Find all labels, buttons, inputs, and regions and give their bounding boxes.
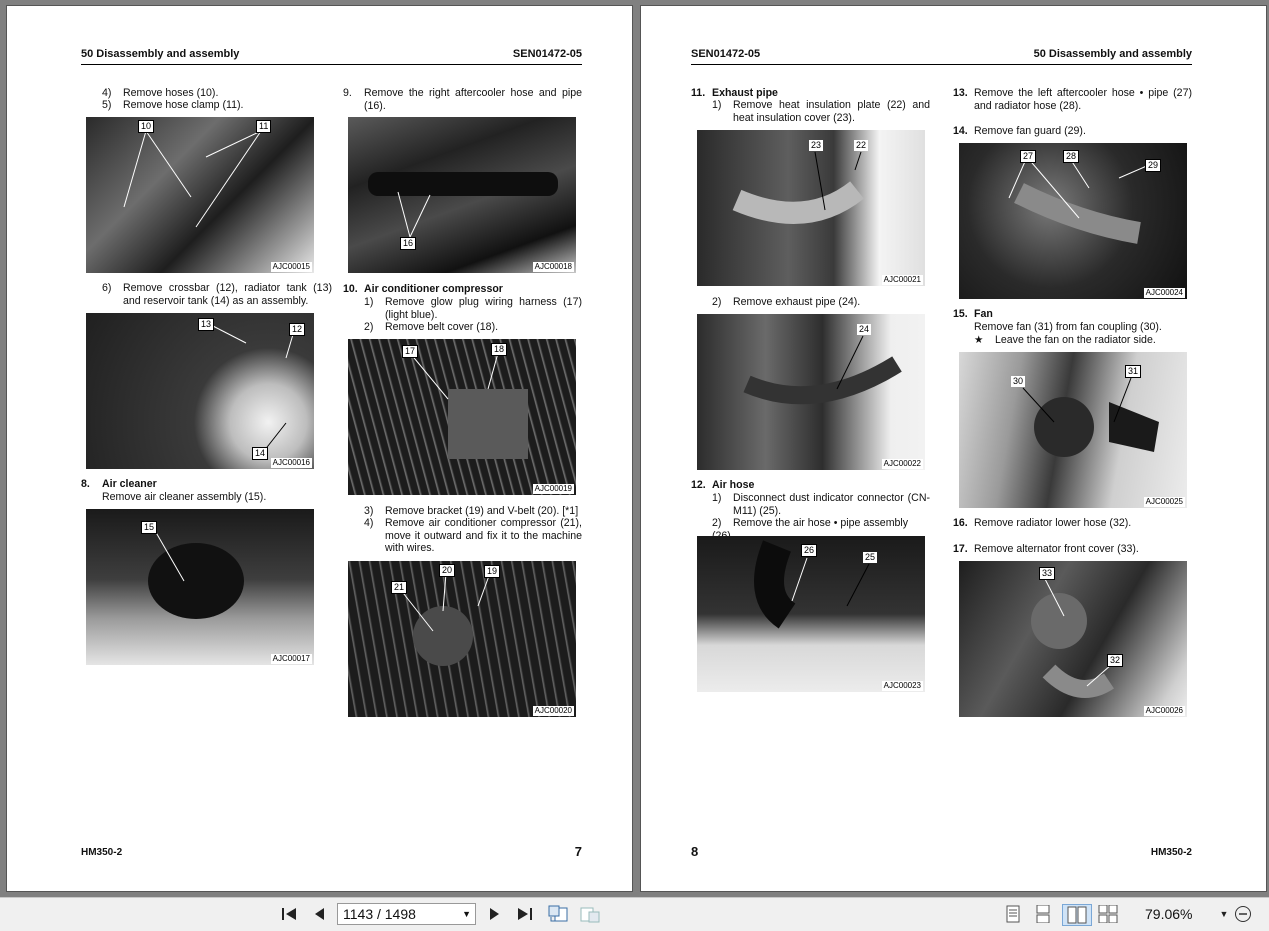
photo-ajc00026 [959, 561, 1187, 717]
step-12-2: 2) Remove the air hose • pipe assembly [712, 517, 909, 529]
step-6: 6) Remove crossbar (12), radiator tank (13) and reservoir tank (14) as an assembly. [102, 282, 332, 307]
step-16: 16. Remove radiator lower hose (32). [953, 517, 1132, 529]
footer-model: HM350-2 [1150, 847, 1192, 858]
last-page-icon[interactable] [513, 904, 537, 924]
step-4: 4) Remove hoses (10). [102, 87, 219, 99]
callout: 26 [801, 544, 817, 557]
page-header-code: SEN01472-05 [512, 48, 582, 60]
photo-code: AJC00017 [272, 654, 310, 663]
continuous-icon[interactable] [1032, 904, 1054, 924]
step-14: 14. Remove fan guard (29). [953, 125, 1086, 137]
photo-code: AJC00022 [883, 459, 921, 468]
callout: 32 [1107, 654, 1123, 667]
step-15: 15. Fan Remove fan (31) from fan coupling (30). [953, 308, 1162, 333]
step-10-title: 10. Air conditioner compressor [343, 283, 503, 295]
photo-ajc00016 [86, 313, 314, 469]
zoom-level[interactable]: 79.06% [1145, 906, 1193, 922]
photo-code: AJC00018 [534, 262, 572, 271]
step-11-title: 11. Exhaust pipe [691, 87, 778, 99]
first-page-icon[interactable] [278, 904, 300, 924]
photo-ajc00022 [697, 314, 925, 470]
document-page-right [640, 5, 1267, 892]
callout: 19 [484, 565, 500, 578]
photo-ajc00020 [348, 561, 576, 717]
page-header-title: 50 Disassembly and assembly [81, 48, 240, 60]
step-10-3: 3) Remove bracket (19) and V-belt (20). [*1] [364, 505, 579, 517]
step-11-1: 1) Remove heat insulation plate (22) and heat insulation cover (23). [712, 99, 930, 124]
photo-code: AJC00015 [272, 262, 310, 271]
photo-ajc00024 [959, 143, 1187, 299]
callout: 28 [1063, 150, 1079, 163]
zoom-dropdown-icon[interactable]: ▼ [1219, 909, 1229, 919]
photo-ajc00021 [697, 130, 925, 286]
photo-ajc00019 [348, 339, 576, 495]
callout: 30 [1013, 376, 1024, 386]
step-15-note: ★ Leave the fan on the radiator side. [974, 334, 1156, 346]
callout: 14 [252, 447, 268, 460]
photo-ajc00017 [86, 509, 314, 665]
page-number-input[interactable]: 1143 / 1498 ▼ [337, 903, 476, 925]
callout: 20 [439, 564, 455, 577]
header-rule [81, 64, 582, 65]
footer-model: HM350-2 [81, 847, 123, 858]
prev-view-icon[interactable] [546, 904, 570, 924]
single-page-icon[interactable] [1002, 904, 1024, 924]
callout: 27 [1020, 150, 1036, 163]
callout: 10 [138, 120, 154, 133]
callout: 23 [811, 140, 822, 150]
step-13: 13. Remove the left aftercooler hose • pipe (27) and radiator hose (28). [953, 87, 1192, 112]
callout: 24 [859, 324, 870, 334]
photo-ajc00015 [86, 117, 314, 273]
photo-code: AJC00026 [1145, 706, 1183, 715]
step-9: 9. Remove the right aftercooler hose and pipe (16). [343, 87, 582, 112]
page-header-code: SEN01472-05 [691, 48, 761, 60]
photo-code: AJC00025 [1145, 497, 1183, 506]
step-17: 17. Remove alternator front cover (33). [953, 543, 1139, 555]
next-page-icon[interactable] [484, 904, 506, 924]
photo-code: AJC00020 [534, 706, 572, 715]
callout: 33 [1039, 567, 1055, 580]
callout: 16 [400, 237, 416, 250]
step-10-1: 1) Remove glow plug wiring harness (17) (light blue). [364, 296, 582, 321]
photo-ajc00025 [959, 352, 1187, 508]
continuous-facing-icon[interactable] [1097, 904, 1119, 924]
callout: 15 [141, 521, 157, 534]
callout: 31 [1125, 365, 1141, 378]
step-5: 5) Remove hose clamp (11). [102, 99, 244, 111]
step-10-4: 4) Remove air conditioner compressor (21), move it outward and fix it to the machine with wires. [364, 517, 582, 554]
prev-page-icon[interactable] [308, 904, 330, 924]
photo-code: AJC00023 [883, 681, 921, 690]
page-dropdown-icon[interactable]: ▼ [462, 909, 471, 919]
callout: 22 [856, 140, 867, 150]
zoom-out-icon[interactable] [1232, 904, 1254, 924]
next-view-icon[interactable] [578, 904, 602, 924]
step-11-2: 2) Remove exhaust pipe (24). [712, 296, 861, 308]
callout: 29 [1145, 159, 1161, 172]
footer-page-number: 7 [574, 844, 582, 859]
navigation-toolbar [0, 897, 1269, 931]
callout: 18 [491, 343, 507, 356]
callout: 21 [391, 581, 407, 594]
callout: 13 [198, 318, 214, 331]
step-10-2: 2) Remove belt cover (18). [364, 321, 499, 333]
document-page-left [6, 5, 633, 892]
callout: 25 [865, 552, 876, 562]
facing-icon[interactable] [1062, 904, 1092, 926]
footer-page-number: 8 [691, 844, 699, 859]
step-12-title: 12. Air hose [691, 479, 755, 491]
header-rule [691, 64, 1192, 65]
step-8: 8. Air cleaner Remove air cleaner assembly (15). [81, 478, 267, 503]
page-header-title: 50 Disassembly and assembly [1033, 48, 1192, 60]
callout: 12 [289, 323, 305, 336]
photo-code: AJC00016 [272, 458, 310, 467]
step-12-1: 1) Disconnect dust indicator connector (CN-M11) (25). [712, 492, 930, 517]
photo-code: AJC00024 [1145, 288, 1183, 297]
photo-code: AJC00019 [534, 484, 572, 493]
photo-code: AJC00021 [883, 275, 921, 284]
callout: 17 [402, 345, 418, 358]
photo-ajc00023 [697, 536, 925, 692]
photo-ajc00018 [348, 117, 576, 273]
callout: 11 [256, 120, 271, 133]
